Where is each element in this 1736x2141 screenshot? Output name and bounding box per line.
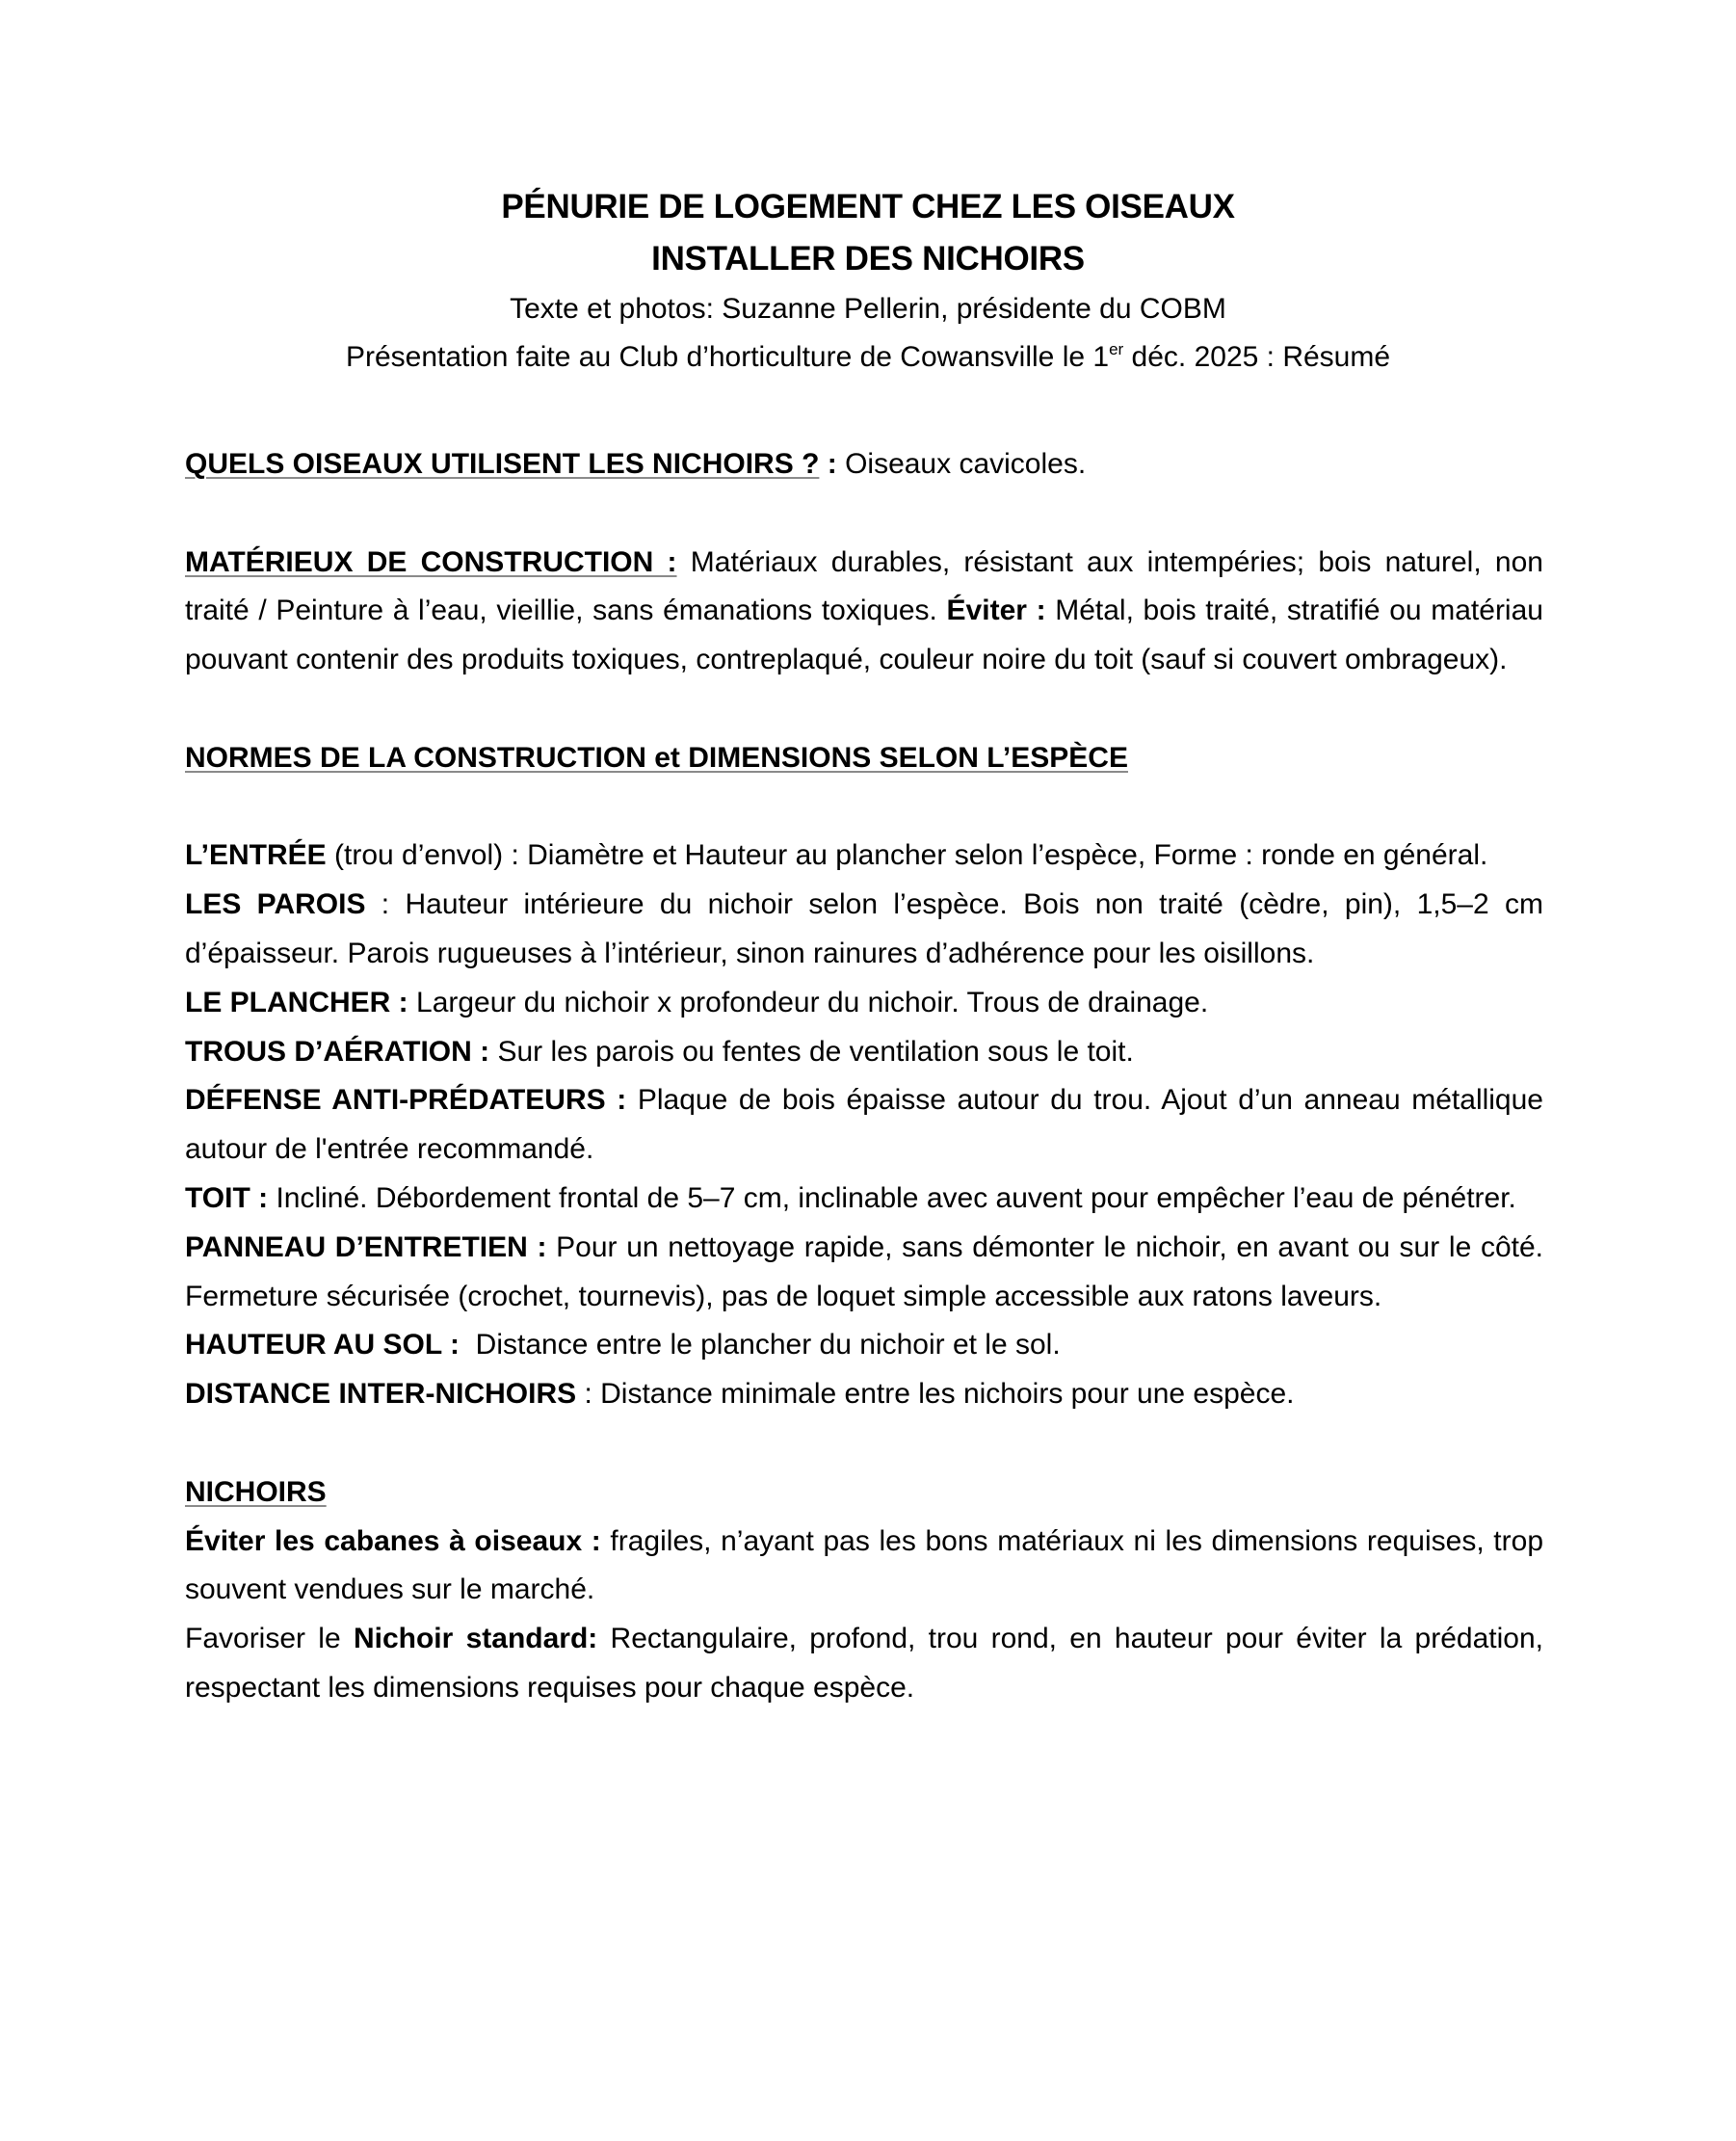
norm-item-defense [185, 1076, 1543, 1175]
materials-avoid-label: Éviter : [946, 595, 1046, 627]
norm-text: Distance entre le plancher du nichoir et le sol. [460, 1329, 1061, 1361]
section-materials [185, 539, 1543, 685]
presentation-text: Présentation faite au Club d’horticulture de Cowansville le 1 [345, 341, 1110, 373]
spacer [185, 1419, 1543, 1468]
section-birds [185, 440, 1543, 489]
norm-text: Sur les parois ou fentes de ventilation sous le toit. [489, 1035, 1134, 1068]
norm-label: L’ENTRÉE [185, 839, 327, 872]
byline: Texte et photos: Suzanne Pellerin, présidente du COBM [510, 293, 1226, 325]
nichoirs-avoid-text: fragiles, n’ayant pas les bons matériaux ni les dimensions requises, trop souvent vendues sur le marché. [185, 1524, 1543, 1606]
nichoirs-favor [185, 1615, 1543, 1713]
norm-text: (trou d’envol) : Diamètre et Hauteur au plancher selon l’espèce, Forme : ronde en général. [326, 839, 1488, 872]
document-header [0, 181, 1736, 382]
materials-text-2: Métal, bois traité, stratifié ou matériau pouvant contenir des produits toxiques, contreplaqué, couleur noire du toit (sauf si couvert ombrageux). [185, 595, 1543, 676]
nichoirs-avoid [185, 1518, 1543, 1616]
norm-text: : Hauteur intérieure du nichoir selon l’espèce. Bois non traité (cèdre, pin), 1,5–2 cm d’épaisseur. Parois rugueuses à l’intérieur, sinon rainures d’adhérence pour les oisillons. [185, 888, 1543, 969]
norm-text: Plaque de bois épaisse autour du trou. Ajout d’un anneau métallique autour de l'entrée recommandé. [185, 1084, 1543, 1166]
nichoirs-avoid-label: Éviter les cabanes à oiseaux : [185, 1524, 601, 1557]
norm-item-plancher [185, 979, 1543, 1028]
title-line-1: PÉNURIE DE LOGEMENT CHEZ LES OISEAUX [501, 188, 1235, 225]
document-body [185, 440, 1543, 1713]
section-heading-materials: MATÉRIEUX DE CONSTRUCTION : [185, 545, 677, 578]
norm-label: PANNEAU D’ENTRETIEN : [185, 1230, 547, 1263]
materials-text-1: Matériaux durables, résistant aux intempéries; bois naturel, non traité / Peinture à l’eau, vieillie, sans émanations toxiques. [185, 545, 1543, 627]
norm-text: Pour un nettoyage rapide, sans démonter le nichoir, en avant ou sur le côté. Fermeture sécurisée (crochet, tournevis), pas de loquet simple accessible aux ratons laveurs. [185, 1230, 1543, 1312]
nichoirs-favor-label: Nichoir standard: [353, 1623, 598, 1655]
presentation-date: déc. 2025 : Résumé [1123, 341, 1391, 373]
nichoirs-favor-text: Rectangulaire, profond, trou rond, en hauteur pour éviter la prédation, respectant les dimensions requises pour chaque espèce. [185, 1623, 1543, 1704]
separator: : [819, 448, 846, 480]
presentation-line [0, 333, 1736, 382]
norm-text: Incliné. Débordement frontal de 5–7 cm, inclinable avec auvent pour empêcher l’eau de pénétrer. [268, 1181, 1516, 1214]
spacer [185, 489, 1543, 539]
section-heading-norms: NORMES DE LA CONSTRUCTION et DIMENSIONS SELON L’ESPÈCE [185, 741, 1128, 774]
section-norms-heading [185, 734, 1543, 783]
norm-item-parois [185, 881, 1543, 979]
norm-label: DISTANCE INTER-NICHOIRS [185, 1378, 577, 1411]
section-heading-nichoirs: NICHOIRS [185, 1475, 327, 1508]
norm-item-aeration [185, 1028, 1543, 1077]
title-line-2: INSTALLER DES NICHOIRS [651, 240, 1085, 278]
norm-item-hauteur [185, 1321, 1543, 1370]
norm-label: HAUTEUR AU SOL : [185, 1329, 460, 1361]
norm-item-toit [185, 1175, 1543, 1224]
norm-label: LE PLANCHER : [185, 986, 408, 1018]
spacer [185, 685, 1543, 734]
norm-label: DÉFENSE ANTI-PRÉDATEURS : [185, 1084, 627, 1117]
norm-label: TOIT : [185, 1181, 269, 1214]
norm-text: : Distance minimale entre les nichoirs pour une espèce. [576, 1378, 1295, 1411]
nichoirs-favor-prefix: Favoriser le [185, 1623, 354, 1655]
spacer [185, 783, 1543, 833]
birds-text: Oiseaux cavicoles. [845, 448, 1087, 480]
norm-item-panneau [185, 1224, 1543, 1322]
norm-label: TROUS D’AÉRATION : [185, 1035, 490, 1068]
section-nichoirs-heading [185, 1468, 1543, 1518]
norm-item-entree [185, 832, 1543, 881]
norm-label: LES PAROIS [185, 888, 366, 921]
norm-text: Largeur du nichoir x profondeur du nichoir. Trous de drainage. [408, 986, 1209, 1018]
section-heading-birds: QUELS OISEAUX UTILISENT LES NICHOIRS ? [185, 448, 820, 480]
norm-item-distance [185, 1370, 1543, 1419]
ordinal-superscript: er [1109, 340, 1124, 358]
